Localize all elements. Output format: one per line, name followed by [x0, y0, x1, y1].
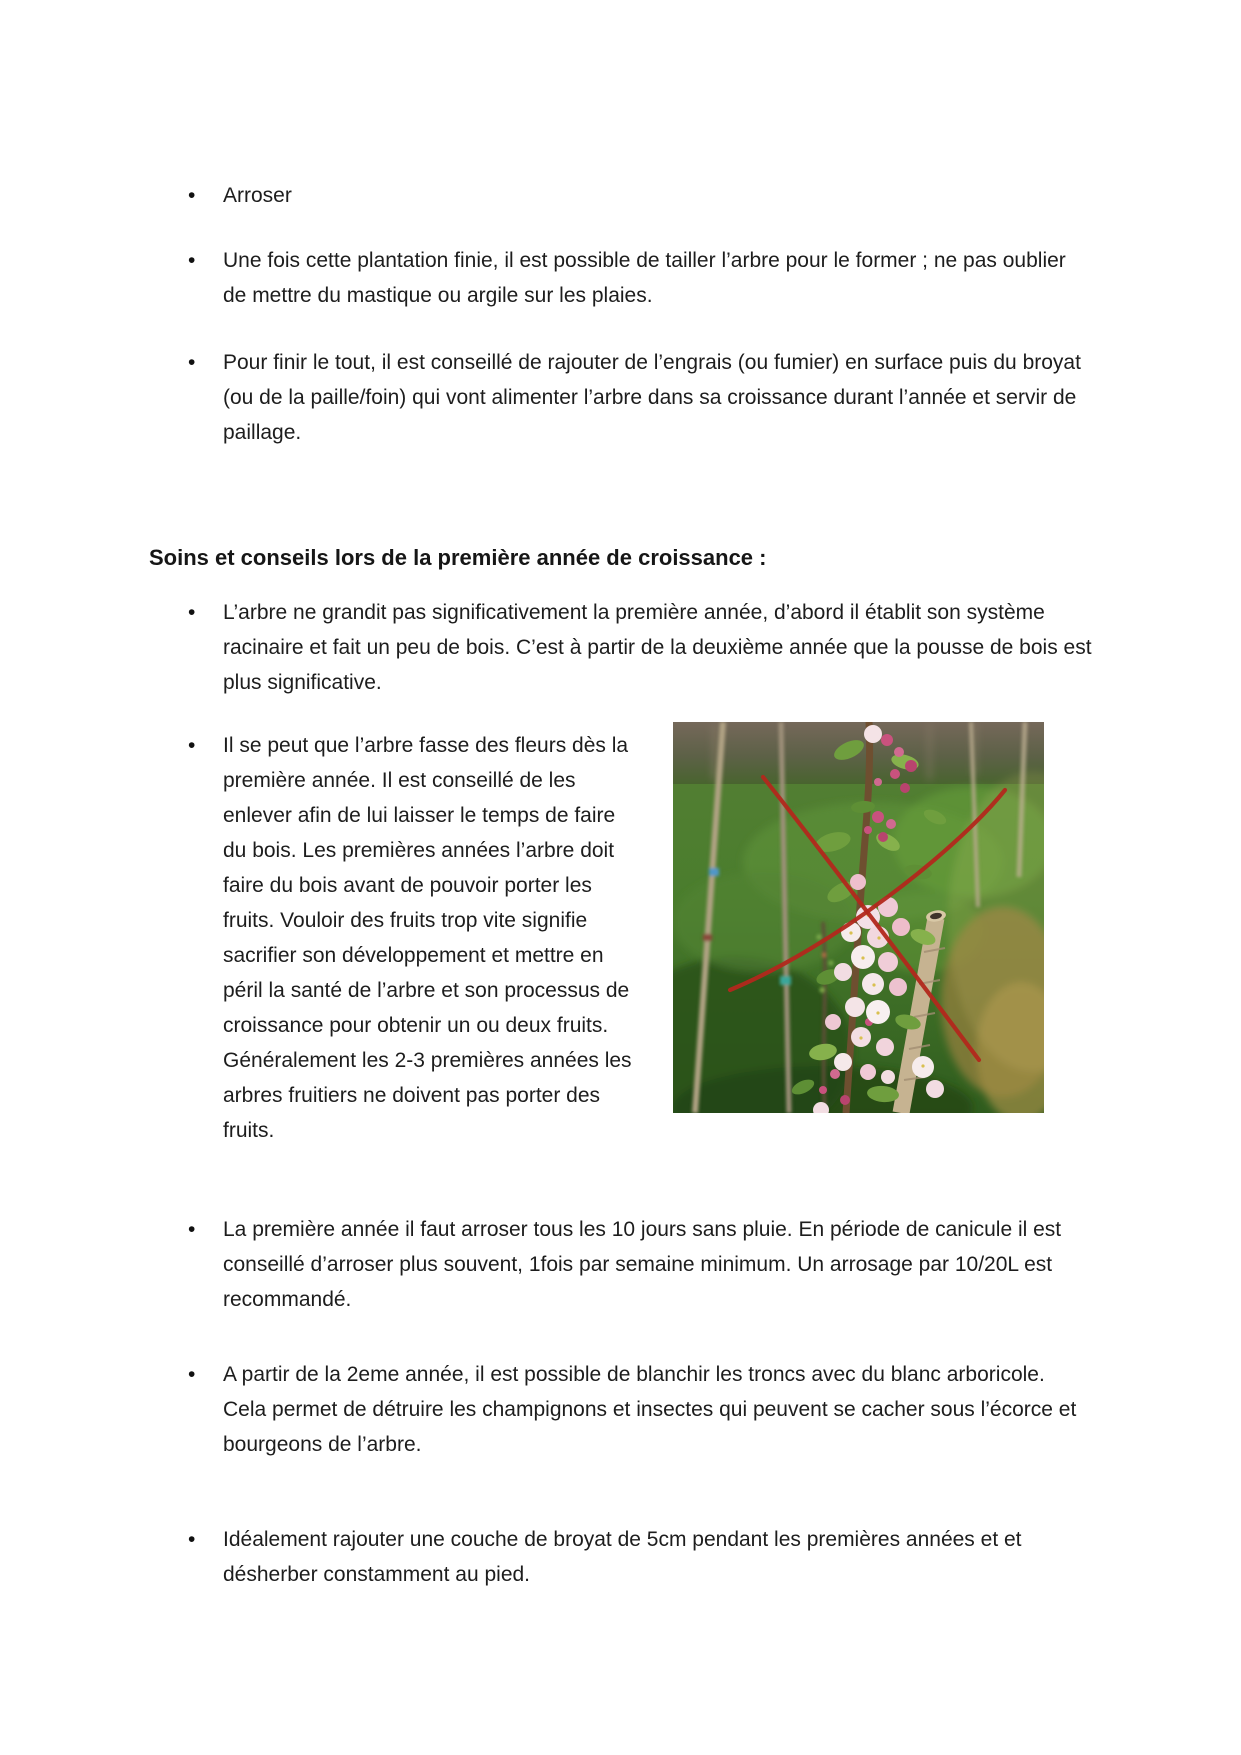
- bullet-item: [149, 345, 1092, 450]
- bullet-text: L’arbre ne grandit pas significativement la première année, d’abord il établit son système racinaire et fait un peu de bois. C’est à partir de la deuxième année que la pousse de bois est plus significative.: [223, 601, 1092, 694]
- document-content: [149, 178, 1092, 1592]
- section-heading: Soins et conseils lors de la première année de croissance :: [149, 545, 767, 570]
- bullet-marker: •: [188, 184, 196, 207]
- intro-bullet-list: [149, 178, 1092, 450]
- bullet-item: [149, 1212, 1092, 1317]
- bullet-item: [149, 1357, 1092, 1462]
- care-bullet-list: [149, 595, 1092, 1592]
- bullet-text: A partir de la 2eme année, il est possible de blanchir les troncs avec du blanc arboricole. Cela permet de détruire les champignons et insectes qui peuvent se cacher sous l’écorce et bourgeons de l’arbre.: [223, 1363, 1077, 1456]
- bullet-marker: •: [188, 601, 196, 624]
- bullet-text: Une fois cette plantation finie, il est possible de tailler l’arbre pour le former ; ne pas oublier de mettre du mastique ou argile sur les plaies.: [223, 249, 1066, 307]
- bullet-item: [149, 595, 1092, 700]
- bullet-text: Pour finir le tout, il est conseillé de rajouter de l’engrais (ou fumier) en surface puis du broyat (ou de la paille/foin) qui vont alimenter l’arbre dans sa croissance durant l’année et servir de paillage.: [223, 351, 1081, 444]
- bullet-marker: •: [188, 1363, 196, 1386]
- blossom-photo-figure: [673, 722, 1044, 1113]
- bullet-item: [149, 178, 1092, 213]
- bullet-text: Il se peut que l’arbre fasse des fleurs dès la première année. Il est conseillé de les enlever afin de lui laisser le temps de faire du bois. Les premières années l’arbre doit faire du bois avant de pouvoir porter les fruits. Vouloir des fruits trop vite signifie sacrifier son développement et mettre en péril la santé de l’arbre et son processus de croissance pour obtenir un ou deux fruits. Généralement les 2-3 premières années les arbres fruitiers ne doivent pas porter des fruits.: [223, 734, 632, 1142]
- bullet-item: [149, 243, 1092, 313]
- bullet-text: Arroser: [223, 184, 292, 207]
- bullet-item: [149, 1522, 1092, 1592]
- bullet-marker: •: [188, 249, 196, 272]
- bullet-marker: •: [188, 1218, 196, 1241]
- bullet-marker: •: [188, 734, 196, 757]
- bullet-item-with-photo: [149, 728, 1092, 1148]
- bullet-marker: •: [188, 351, 196, 374]
- blossom-photo: [673, 722, 1044, 1113]
- bullet-text: Idéalement rajouter une couche de broyat de 5cm pendant les premières années et et désherber constamment au pied.: [223, 1528, 1022, 1586]
- bullet-marker: •: [188, 1528, 196, 1551]
- bullet-text: La première année il faut arroser tous les 10 jours sans pluie. En période de canicule il est conseillé d’arroser plus souvent, 1fois par semaine minimum. Un arrosage par 10/20L est recommandé.: [223, 1218, 1062, 1311]
